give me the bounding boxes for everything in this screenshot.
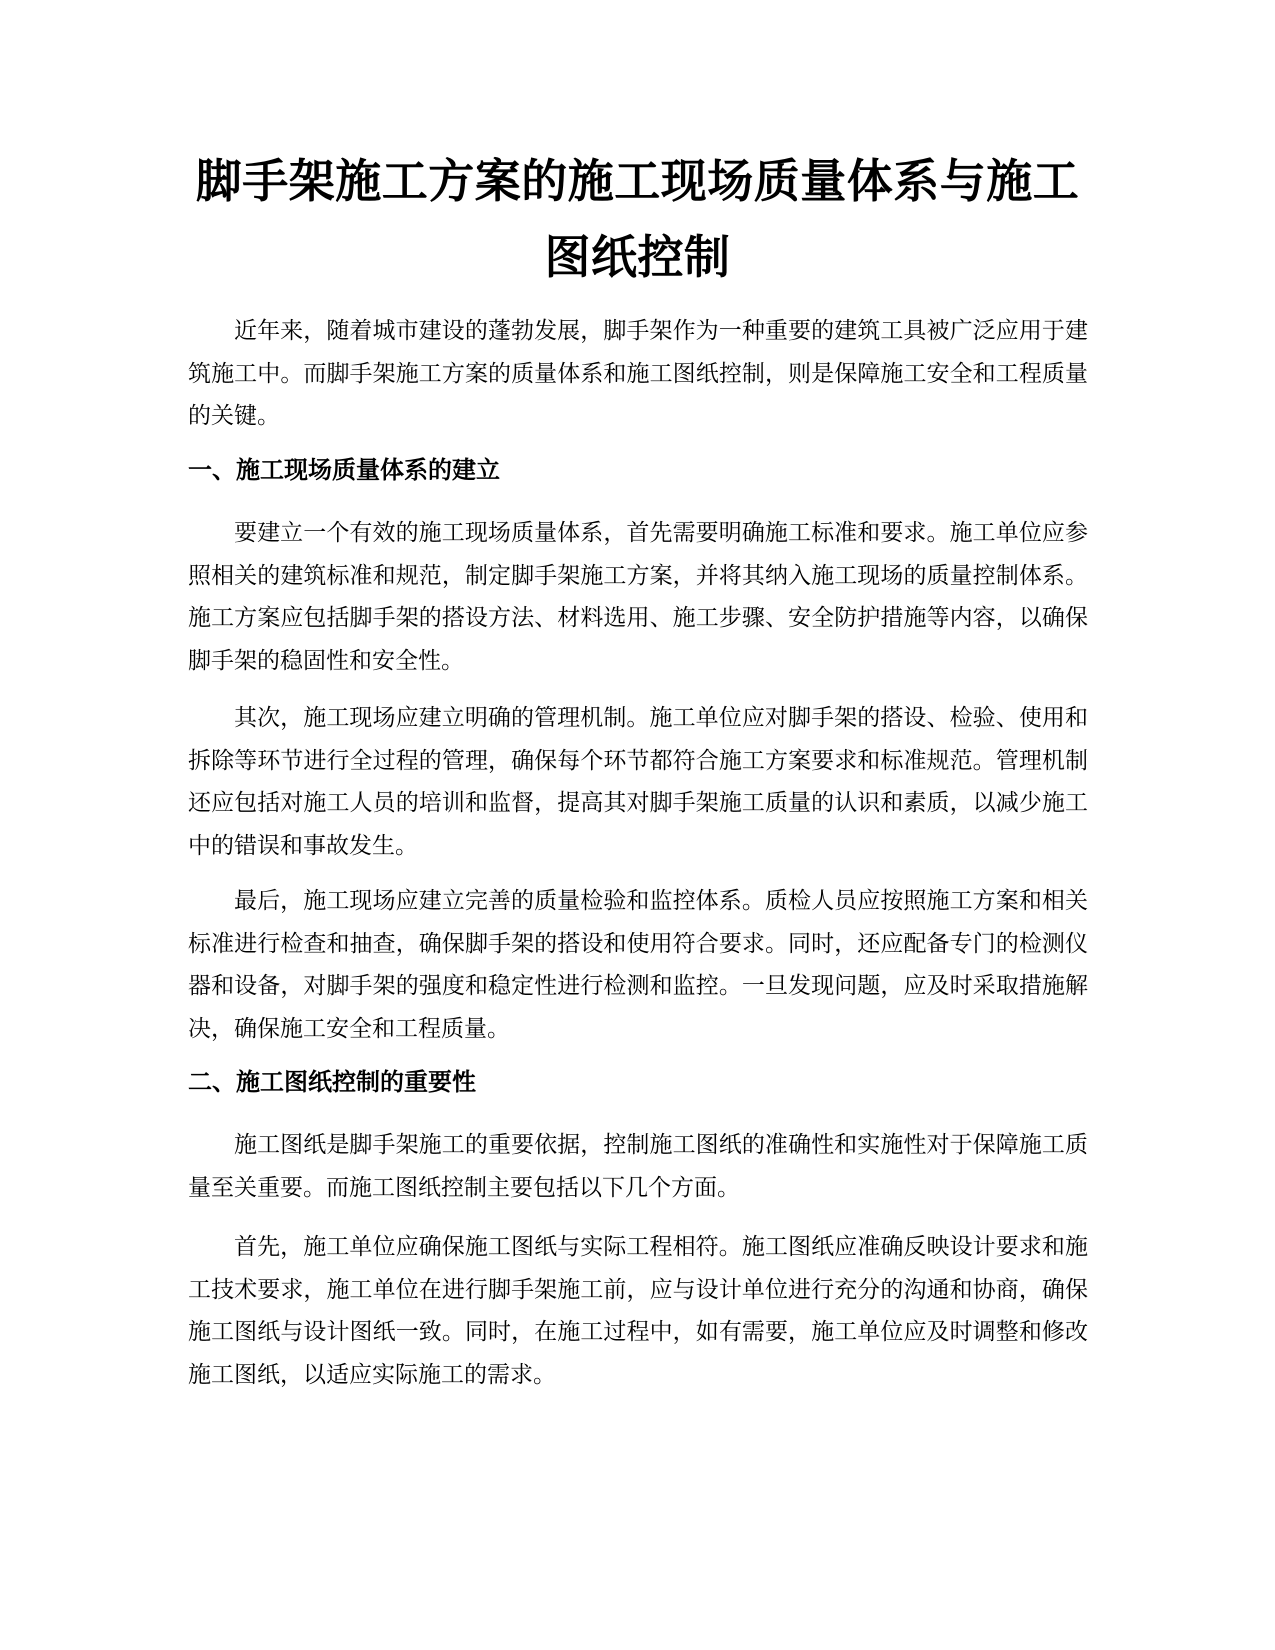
section-1-paragraph-1: 要建立一个有效的施工现场质量体系，首先需要明确施工标准和要求。施工单位应参照相关的建筑标准和规范，制定脚手架施工方案，并将其纳入施工现场的质量控制体系。施工方案应包括脚手架的搭设方法、材料选用、施工步骤、安全防护措施等内容，以确保脚手架的稳固性和安全性。 xyxy=(188,520,1088,674)
section-1-heading: 一、施工现场质量体系的建立 xyxy=(188,456,500,484)
document-title-line-1: 脚手架施工方案的施工现场质量体系与施工 xyxy=(195,154,1080,208)
document-title-line-2: 图纸控制 xyxy=(544,230,731,284)
section-1-paragraph-3: 最后，施工现场应建立完善的质量检验和监控体系。质检人员应按照施工方案和相关标准进行检查和抽查，确保脚手架的搭设和使用符合要求。同时，还应配备专门的检测仪器和设备，对脚手架的强度和稳定性进行检测和监控。一旦发现问题，应及时采取措施解决，确保施工安全和工程质量。 xyxy=(188,888,1088,1042)
section-1-paragraph-2: 其次，施工现场应建立明确的管理机制。施工单位应对脚手架的搭设、检验、使用和拆除等环节进行全过程的管理，确保每个环节都符合施工方案要求和标准规范。管理机制还应包括对施工人员的培训和监督，提高其对脚手架施工质量的认识和素质，以减少施工中的错误和事故发生。 xyxy=(188,705,1088,859)
intro-paragraph: 近年来，随着城市建设的蓬勃发展，脚手架作为一种重要的建筑工具被广泛应用于建筑施工中。而脚手架施工方案的质量体系和施工图纸控制，则是保障施工安全和工程质量的关键。 xyxy=(188,318,1088,429)
section-2-paragraph-2: 首先，施工单位应确保施工图纸与实际工程相符。施工图纸应准确反映设计要求和施工技术要求，施工单位在进行脚手架施工前，应与设计单位进行充分的沟通和协商，确保施工图纸与设计图纸一致。同时，在施工过程中，如有需要，施工单位应及时调整和修改施工图纸，以适应实际施工的需求。 xyxy=(188,1234,1088,1388)
section-2-paragraph-1: 施工图纸是脚手架施工的重要依据，控制施工图纸的准确性和实施性对于保障施工质量至关重要。而施工图纸控制主要包括以下几个方面。 xyxy=(188,1132,1088,1201)
section-2-heading: 二、施工图纸控制的重要性 xyxy=(188,1068,476,1096)
